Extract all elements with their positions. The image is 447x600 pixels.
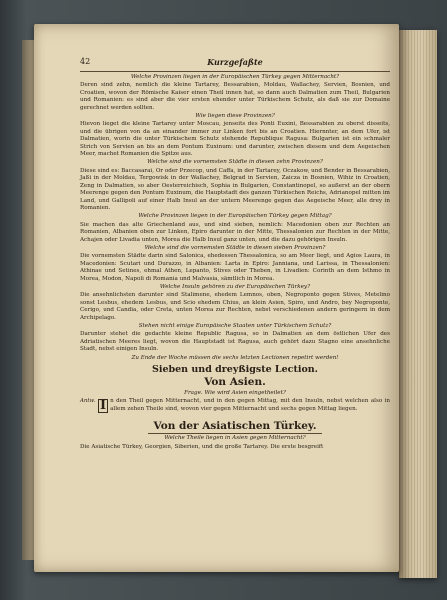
answer-paragraph: Sie machen das alte Griechenland aus, und sind sieben, nemlich: Macedonien oben zur Rechten an Romanien, Albanien oben zur Linken, Epiro darunter in der Mitte, Thessalonien zur Rechten in der Mitte, Achajen oder Livadia unten, Morea die Halb Insul ganz unten, und die dazu gehörigen Insuln.: [80, 221, 390, 243]
answer-paragraph: Deren sind zehn, nemlich die kleine Tartarey, Bessarabien, Moldau, Wallachey, Servien, Bosnien, und Croatien, wovon der Römische Kaiser einen Theil innen hat, so dann auch Dalmatien zum Theil, Bulgarien und Romanien: es sind aber die vier ersten ehender unter Türkischem Schutz, als daß sie zur Domaine gerechnet werden sollten.: [80, 82, 390, 111]
header-rule: [80, 71, 390, 72]
answer-paragraph: Hievon lieget die kleine Tartarey unter Moscau, jenseits des Ponti Euxini, Bessarabien zu oberst disseits, und die übrigen von da an einander immer zur Linken fort bis an Croatien. Hiernnter, an dem Ufer, ist Dalmatien, worin die unter Türkischem Schutz stehende Republique Ragusa: Bulgarien ist ein schmaler Strich von Servien an bis an dem Pontum Euxinum: und darunter, zwischen diesem und dem Aegeischen Meer, machet Romanien die Spitze aus.: [80, 121, 390, 158]
question-line: Welche Provinzen liegen in der Europäischen Türkey gegen Mittag?: [138, 213, 332, 220]
running-title: Kurzgefaßte: [207, 57, 263, 67]
question-line: Welche sind die vornemsten Städte in diesen zehn Provinzen?: [147, 159, 323, 166]
question-line: Welche Provinzen liegen in der Europäischen Türkey gegen Mitternacht?: [130, 74, 340, 80]
asiatic-turkey-title: Von der Asiatischen Türkey.: [148, 420, 323, 434]
turkey-question: Welche Theile liegen in Asien gegen Mitternacht?: [164, 435, 306, 442]
answer-paragraph: Darunter stehet die gedachte kleine Republic Ragusa, so in Dalmatien an dem östlichen Ufer des Adriatischen Meeres liegt, wovon die Hauptstadt ist Ragusa, auch gehört dazu Stagno eine ansehnliche Stadt, nebst einigen Insuln.: [80, 331, 390, 353]
answer-block: [80, 398, 390, 413]
question-line: Stehen nicht einige Europäische Staaten unter Türkischem Schutz?: [138, 323, 332, 329]
lection-title: Sieben und dreyßigste Lection.: [151, 364, 318, 376]
answer-label: Antw.: [80, 398, 96, 405]
question-line: Wie liegen diese Provinzen?: [195, 113, 275, 120]
body-blocks: [80, 74, 390, 362]
frage-line: Frage. Wie wird Asien eingetheilet?: [184, 390, 286, 397]
right-page-stack: [399, 30, 437, 578]
question-line: Welche Insuln gehören zu der Europäischen Türkey?: [159, 283, 311, 290]
answer-paragraph: Diese sind es: Baccasarai, Or oder Przecop, und Caffa, in der Tartarey, Oczakow, und Bender in Bessarabien, Jaßi in der Moldau, Tergowisk in der Wallachey, Belgrad in Servien, Zaicza in Bosnien, Wihiz in Croatien, Zeng in Dalmatien, so aber Oesterreichisch, Sophia in Bulgarien, Constantinopel, so außerst an der obern Meerenge gegen den Pontum Euxinum, die Hauptstadt des ganzen Türkischen Reichs, Adrianopel mitten im Land, und Gallipoli auf einer Halb Insul an der untern Meerenge gegen das Aegeische Meer, alle drey in Romanien.: [80, 167, 390, 211]
running-head: [80, 57, 390, 69]
book-page: [34, 24, 399, 572]
turkey-answer: Die Asiatische Türkey, Georgien, Siberien, und die große Tartarey. Die erste besgreift: [80, 443, 324, 450]
page-text-area: [80, 57, 390, 452]
asia-title: Von Asien.: [204, 376, 266, 389]
question-line: Zu Ende der Woche müssen die sechs letzten Lectionen repetirt werden!: [131, 354, 339, 361]
question-line: Welche sind die vornemsten Städte in diesen sieben Provinzen?: [144, 244, 326, 251]
answer-paragraph: Die vornemsten Städte darin sind Salonica, ehedessen Thessalonica, so am Meer liegt, und Agios Laura, in Macedonien: Scutari und Durazzo, in Albanien: Larta in Epiro: Janniana, und Larissa, in Thessalonien: Athinae und Setines, ehmal Athen, Lepanto, Stives oder Theben, in Livadien: Corinth an dem Isthmo in Morea, Modon, Napoli di Romania und Malvasia, sämtlich in Morea.: [80, 253, 390, 282]
drop-initial: I: [100, 398, 107, 414]
answer-paragraph: Die ansehnlichsten darunter sind Stalimene, ehedem Lemnos, oben, Negroponto gegen Stives, Metelino sonst Lesbus, ehedem Lesbus, und Scio ehedem Chius, an klein Asien, Spiro, und Andro, bey Negroponte, Cerigo, und Candia, oder Creta, unten Morea zur Rechten, nebst verschiedenen andern geringern in dem Archipelago.: [80, 292, 390, 321]
answer-text: n den Theil gegen Mitternacht, und in den gegen Mittag, mit den Insuln, nebst welchen also in allem zehen Theile sind, wovon vier gegen Mitternacht und sechs gegen Mittag liegen.: [110, 398, 390, 412]
turkey-title-wrap: [80, 414, 390, 434]
page-number: 42: [80, 57, 91, 66]
answer-paragraph: [98, 398, 390, 413]
